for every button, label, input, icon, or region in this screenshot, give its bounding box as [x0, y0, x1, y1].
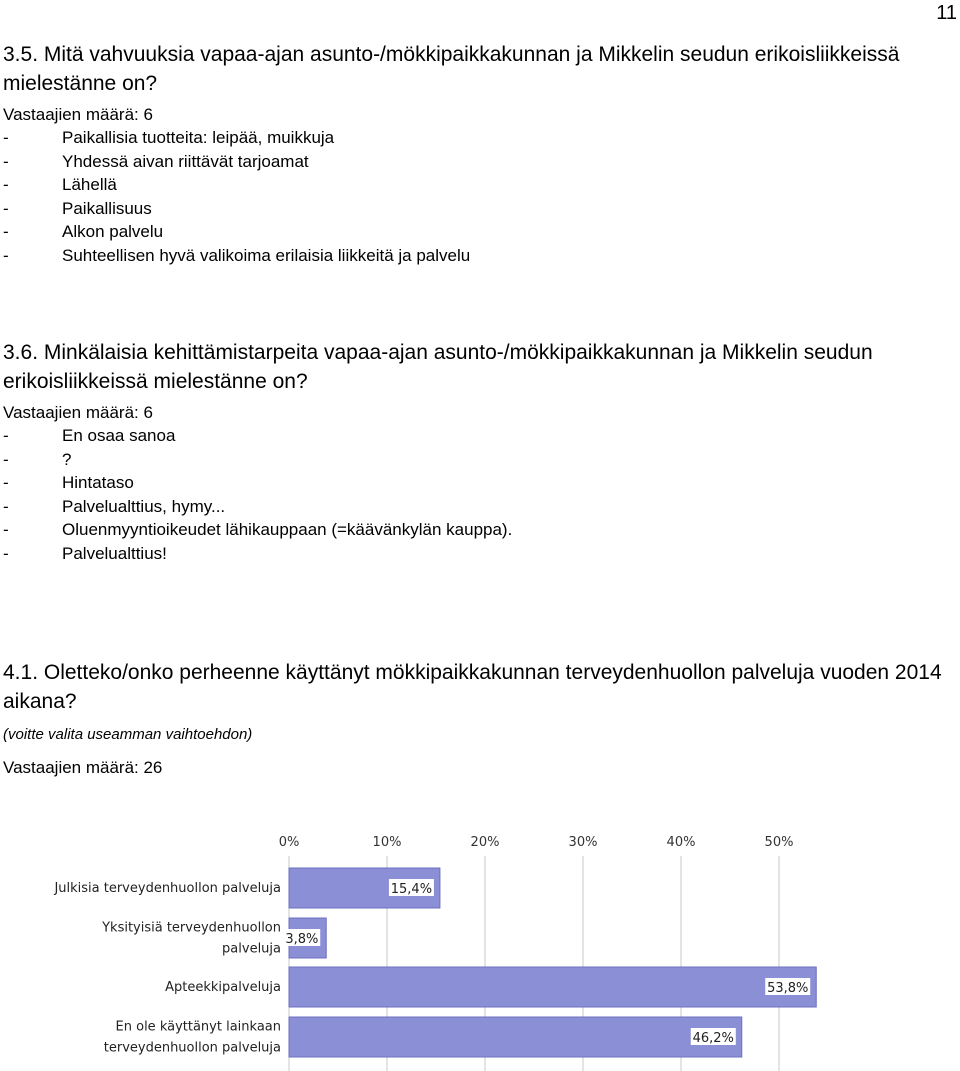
category-label: palveluja [222, 941, 281, 957]
list-dash: - [3, 175, 9, 194]
question-3-5-title: 3.5. Mitä vahvuuksia vapaa-ajan asunto-/mökkipaikkakunnan ja Mikkelin seudun erikoisliikkeissä mielestänne on? [3, 43, 900, 95]
list-dash: - [3, 198, 9, 218]
x-tick-label: 40% [666, 835, 696, 850]
list-dash: - [3, 496, 9, 516]
list-dash: - [3, 449, 9, 469]
question-4-1-title: 4.1. Oletteko/onko perheenne käyttänyt mökkipaikkakunnan terveydenhuollon palveluja vuoden 2014 aikana? [3, 661, 942, 713]
category-label: Julkisia terveydenhuollon palveluja [54, 881, 281, 896]
answer-item [3, 542, 512, 566]
answer-item [3, 220, 470, 244]
list-dash: - [3, 473, 9, 492]
answer-item [3, 197, 470, 221]
list-dash: - [3, 245, 9, 265]
answer-item [3, 518, 512, 542]
category-label: Apteekkipalveluja [165, 980, 281, 995]
list-dash: - [3, 520, 9, 539]
x-tick-label: 0% [278, 835, 300, 850]
category-label: En ole käyttänyt lainkaan [115, 1019, 281, 1035]
question-3-5-answers [3, 126, 470, 267]
list-dash: - [3, 128, 9, 147]
question-3-6-answers [3, 424, 512, 565]
answer-item [3, 471, 512, 495]
answer-item [3, 495, 512, 519]
x-tick-label: 20% [470, 835, 500, 850]
health-services-bar-chart [0, 820, 960, 1071]
x-tick-label: 50% [764, 835, 794, 850]
answer-text: En osaa sanoa [62, 426, 176, 445]
answer-text: Yhdessä aivan riittävät tarjoamat [62, 151, 309, 171]
list-dash: - [3, 151, 9, 171]
answer-text: Palvelualttius! [62, 543, 167, 563]
list-dash: - [3, 426, 9, 445]
answer-text: Alkon palvelu [62, 222, 164, 241]
value-label: 15,4% [390, 882, 433, 897]
answer-item [3, 173, 470, 197]
answer-text: ? [62, 449, 72, 469]
question-3-5-respondents: Vastaajien määrä: 6 [3, 105, 153, 124]
question-4-1-note: (voitte valita useamman vaihtoehdon) [3, 726, 253, 743]
question-3-6-title: 3.6. Minkälaisia kehittämistarpeita vapaa-ajan asunto-/mökkipaikkakunnan ja Mikkelin seudun erikoisliikkeissä mielestänne on? [3, 341, 873, 393]
answer-text: Palvelualttius, hymy... [62, 496, 226, 516]
answer-text: Paikallisia tuotteita: leipää, muikkuja [62, 128, 335, 147]
question-3-6-respondents: Vastaajien määrä: 6 [3, 403, 153, 422]
x-tick-label: 30% [568, 835, 598, 850]
answer-item [3, 126, 470, 150]
answer-item [3, 424, 512, 448]
category-label: Yksityisiä terveydenhuollon [102, 920, 281, 936]
category-label: terveydenhuollon palveluja [103, 1040, 281, 1056]
answer-text: Hintataso [62, 473, 134, 492]
value-label: 46,2% [692, 1031, 734, 1046]
answer-item [3, 244, 470, 268]
answer-text: Suhteellisen hyvä valikoima erilaisia liikkeitä ja palvelu [62, 245, 471, 265]
answer-text: Lähellä [62, 175, 117, 194]
answer-item [3, 150, 470, 174]
value-label: 53,8% [767, 981, 809, 996]
list-dash: - [3, 222, 9, 241]
answer-text: Paikallisuus [62, 198, 152, 218]
question-4-1-respondents: Vastaajien määrä: 26 [3, 758, 163, 777]
x-tick-label: 10% [372, 835, 402, 850]
page-number: 11 [936, 2, 957, 24]
list-dash: - [3, 543, 9, 563]
bar [289, 967, 816, 1007]
answer-text: Oluenmyyntioikeudet lähikauppaan (=käävänkylän kauppa). [62, 520, 513, 539]
value-label: 3,8% [285, 932, 319, 947]
bar [289, 1017, 742, 1057]
answer-item [3, 448, 512, 472]
